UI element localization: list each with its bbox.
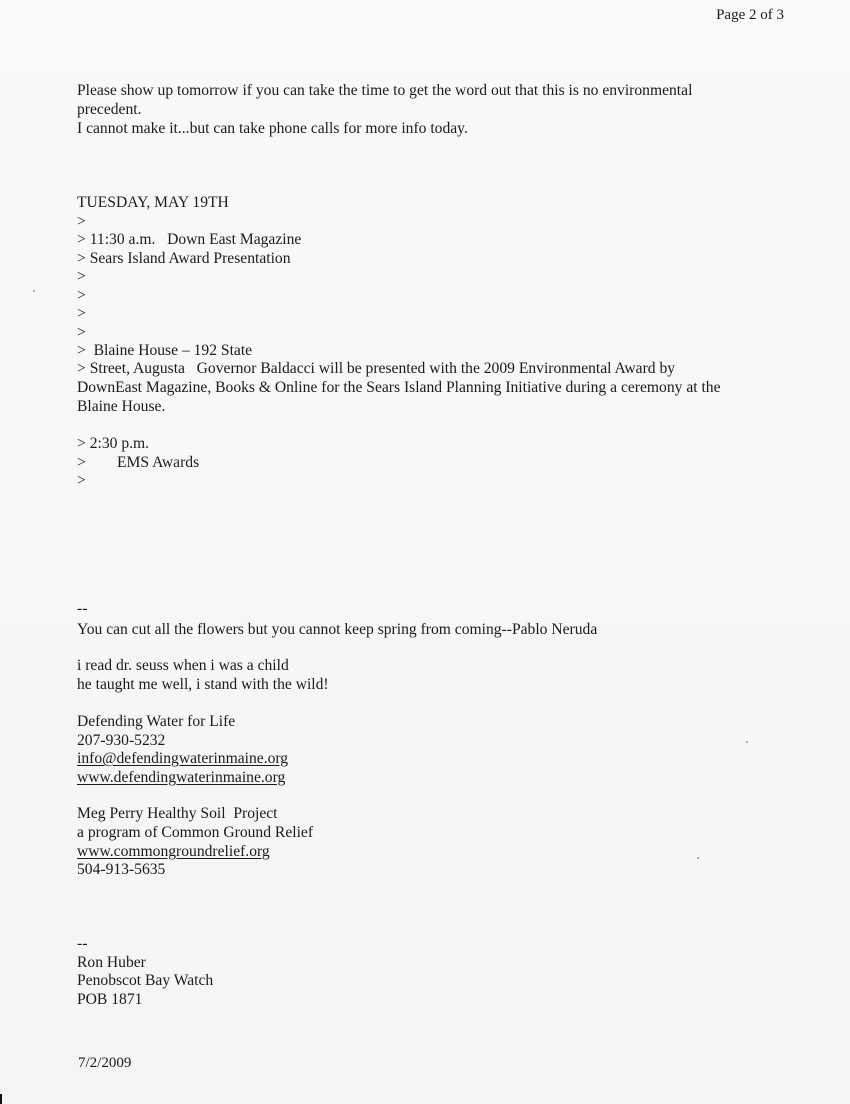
schedule-event-1: > Sears Island Award Presentation <box>77 250 291 267</box>
scan-speck <box>33 290 35 292</box>
project-name: Meg Perry Healthy Soil Project <box>77 805 278 822</box>
project-description: a program of Common Ground Relief <box>77 824 314 841</box>
contact-group: Penobscot Bay Watch <box>77 972 214 989</box>
scan-speck <box>697 857 699 859</box>
scan-speck <box>746 741 748 743</box>
quote-marker: > <box>77 213 86 230</box>
signature-separator: -- <box>77 600 88 617</box>
quote-marker: > <box>77 268 86 285</box>
project-phone: 504-913-5635 <box>77 861 166 878</box>
schedule-description-1: > Street, Augusta Governor Baldacci will be presented with the 2009 Environmental Award by <box>77 360 676 377</box>
schedule-time-2: > 2:30 p.m. <box>77 435 150 452</box>
quote-marker: > <box>77 305 86 322</box>
organization-website-link[interactable]: www.defendingwaterinmaine.org <box>77 769 286 786</box>
organization-email-link[interactable]: info@defendingwaterinmaine.org <box>77 750 289 767</box>
intro-line-2: precedent. <box>77 101 142 118</box>
schedule-event-2: > EMS Awards <box>77 454 200 471</box>
signature-quote: You can cut all the flowers but you cannot keep spring from coming--Pablo Neruda <box>77 621 598 638</box>
schedule-description-2: DownEast Magazine, Books & Online for the Sears Island Planning Initiative during a ceremony at the <box>77 379 721 396</box>
signature-rhyme-2: he taught me well, i stand with the wild! <box>77 676 329 693</box>
schedule-location: > Blaine House – 192 State <box>77 342 253 359</box>
contact-separator: -- <box>77 935 88 952</box>
schedule-description-3: Blaine House. <box>77 398 166 415</box>
scan-edge-mark <box>0 1094 2 1104</box>
organization-phone: 207-930-5232 <box>77 732 166 749</box>
intro-line-3: I cannot make it...but can take phone calls for more info today. <box>77 120 468 137</box>
page-number: Page 2 of 3 <box>716 7 784 23</box>
quote-marker: > <box>77 287 86 304</box>
contact-po-box: POB 1871 <box>77 991 143 1008</box>
organization-name: Defending Water for Life <box>77 713 236 730</box>
contact-name: Ron Huber <box>77 954 146 971</box>
signature-rhyme-1: i read dr. seuss when i was a child <box>77 657 289 674</box>
quote-marker: > <box>77 472 86 489</box>
schedule-heading: TUESDAY, MAY 19TH <box>77 194 229 211</box>
schedule-time-1: > 11:30 a.m. Down East Magazine <box>77 231 302 248</box>
print-date: 7/2/2009 <box>78 1055 132 1071</box>
intro-line-1: Please show up tomorrow if you can take the time to get the word out that this is no environmental <box>77 82 693 99</box>
quote-marker: > <box>77 324 86 341</box>
project-website-link[interactable]: www.commongroundrelief.org <box>77 843 270 860</box>
